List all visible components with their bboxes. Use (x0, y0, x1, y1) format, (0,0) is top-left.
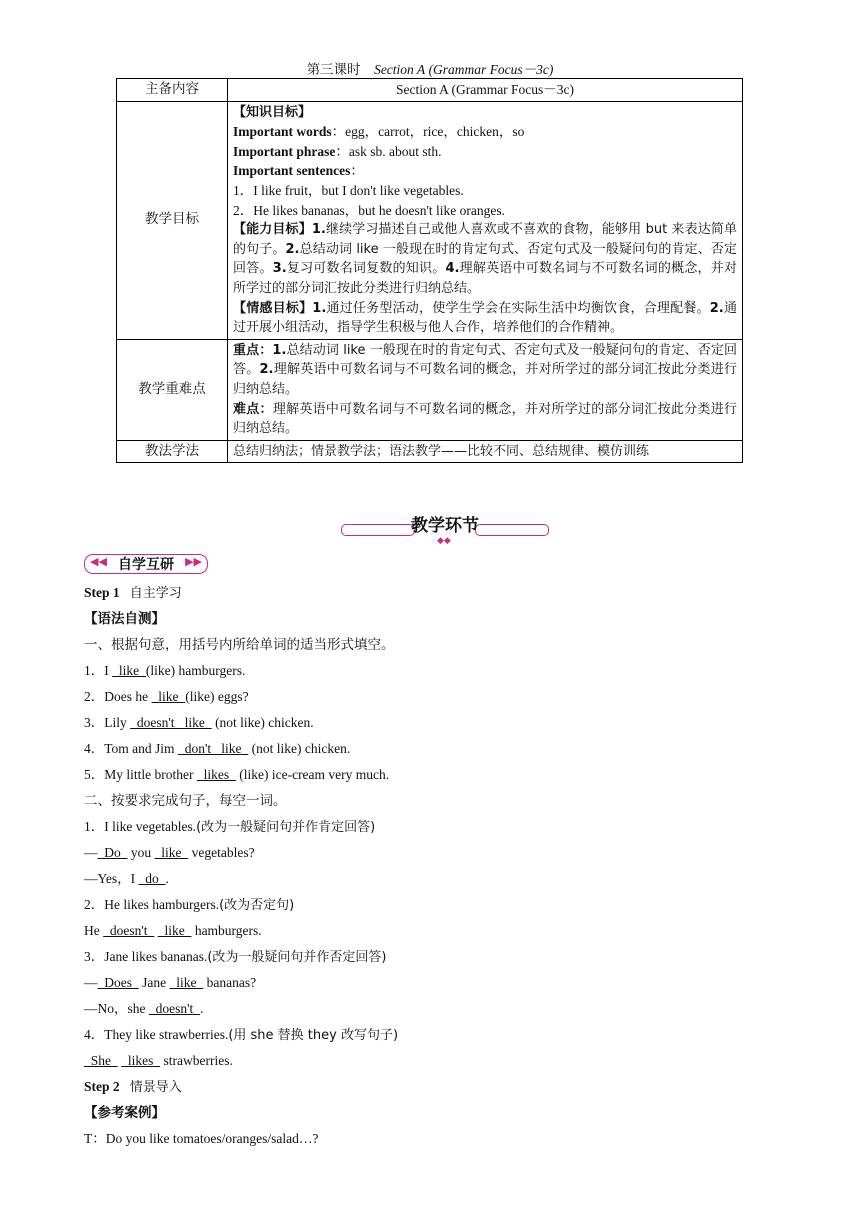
row-value: Section A (Grammar Focus－3c) (228, 79, 743, 102)
section-banner (339, 510, 551, 545)
case-heading: 【参考案例】 (84, 1105, 165, 1121)
task-2: 2．He likes hamburgers.(改为否定句) (84, 897, 295, 913)
task-3-answer: — Does Jane like bananas? (84, 975, 257, 990)
answer-blank: doesn't (148, 1001, 201, 1016)
row-label: 教学重难点 (117, 339, 228, 440)
task-4: 4．They like strawberries.(用 she 替换 they 改写句子) (84, 1027, 399, 1043)
question-2: 2．Does he like (like) eggs? (84, 689, 249, 704)
grammar-heading: 【语法自测】 (84, 611, 165, 627)
row-label: 教法学法 (117, 440, 228, 463)
phrase-line: Important phrase：ask sb. about sth. (233, 143, 442, 159)
objectives-cell (228, 101, 743, 339)
answer-blank: like (169, 975, 204, 990)
diamond-ornament-icon: ◆◆ (437, 535, 451, 545)
answer-blank: Do (97, 845, 128, 860)
task-3: 3．Jane likes bananas.(改为一般疑问句并作否定回答) (84, 949, 387, 965)
ability-goals: 【能力目标】1.继续学习描述自己或他人喜欢或不喜欢的食物，能够用 but 来表达简单的句子。2.总结动词 like 一般现在时的肯定句式、否定句式及一般疑问句的肯定、否定回答。3.复习可数名词复数的知识。4.理解英语中可数名词与不可数名词的概念，并对所学过的部分词汇按此分类进行归纳总结。 (233, 222, 737, 296)
table-row (117, 339, 743, 440)
step1-heading: Step 1 自主学习 (84, 585, 182, 601)
answer-blank: likes (121, 1053, 161, 1068)
methods-cell: 总结归纳法；情景教学法；语法教学——比较不同、总结规律、模仿训练 (228, 440, 743, 463)
question-3: 3．Lily doesn't like (not like) chicken. (84, 715, 314, 730)
sentence-1: 1．I like fruit，but I don't like vegetables. (233, 182, 464, 198)
double-left-arrow-icon: ◀◀ (90, 556, 107, 568)
question-5: 5．My little brother likes (like) ice-cream very much. (84, 767, 390, 782)
focus-label: (Grammar Focus－3c) (428, 62, 554, 77)
task-2-answer: He doesn't like hamburgers. (84, 923, 262, 938)
knowledge-heading: 【知识目标】 (233, 104, 312, 120)
step2-heading: Step 2 情景导入 (84, 1079, 182, 1095)
emotion-goals: 【情感目标】1.通过任务型活动，使学生学会在实际生活中均衡饮食，合理配餐。2.通过开展小组活动，指导学生积极与他人合作，培养他们的合作精神。 (233, 300, 737, 336)
task-1-reply: —Yes，I do . (84, 871, 169, 886)
sentence-2: 2．He likes bananas，but he doesn't like oranges. (233, 202, 505, 218)
question-1: 1．I like (like) hamburgers. (84, 663, 246, 678)
task-1: 1．I like vegetables.(改为一般疑问句并作肯定回答) (84, 819, 376, 835)
answer-blank: like (112, 663, 146, 678)
answer-blank: doesn't (103, 923, 155, 938)
answer-blank: do (138, 871, 166, 886)
page-title (0, 58, 860, 78)
part2-instruction: 二、按要求完成句子，每空一词。 (84, 793, 287, 809)
section-tag (84, 554, 208, 574)
exercise-body (84, 580, 764, 1152)
double-right-arrow-icon: ▶▶ (185, 556, 202, 568)
answer-blank: like (157, 923, 192, 938)
table-row (117, 79, 743, 102)
sentences-line: Important sentences： (233, 163, 364, 179)
answer-blank: She (84, 1053, 118, 1068)
lesson-plan-table (116, 78, 743, 463)
row-label: 主备内容 (117, 79, 228, 102)
part1-instruction: 一、根据句意，用括号内所给单词的适当形式填空。 (84, 637, 395, 653)
row-label: 教学目标 (117, 101, 228, 339)
question-4: 4．Tom and Jim don't like (not like) chicken. (84, 741, 351, 756)
section-label: Section A (374, 62, 426, 77)
task-1-answer: — Do you like vegetables? (84, 845, 255, 860)
task-3-reply: —No，she doesn't . (84, 1001, 204, 1016)
tag-label: 自学互研 (118, 557, 174, 573)
words-line: Important words：egg，carrot，rice，chicken，so (233, 124, 525, 140)
lesson-label: 第三课时 (306, 62, 361, 77)
key-points-cell (228, 339, 743, 440)
teacher-line: T：Do you like tomatoes/oranges/salad…? (84, 1131, 319, 1146)
answer-blank: like (151, 689, 186, 704)
answer-blank: likes (196, 767, 236, 782)
answer-blank: Does (97, 975, 139, 990)
task-4-answer: She likes strawberries. (84, 1053, 233, 1068)
key-points: 重点：1.总结动词 like 一般现在时的肯定句式、否定句式及一般疑问句的肯定、否定回答。2.理解英语中可数名词与不可数名词的概念，并对所学过的部分词汇按此分类进行归纳总结。 (233, 342, 737, 397)
banner-title: 教学环节 (411, 516, 479, 536)
answer-blank: like (154, 845, 189, 860)
table-row (117, 101, 743, 339)
table-row (117, 440, 743, 463)
answer-blank: doesn't like (130, 715, 212, 730)
answer-blank: don't like (177, 741, 249, 756)
difficult-points: 难点：理解英语中可数名词与不可数名词的概念，并对所学过的部分词汇按此分类进行归纳总结。 (233, 401, 737, 437)
